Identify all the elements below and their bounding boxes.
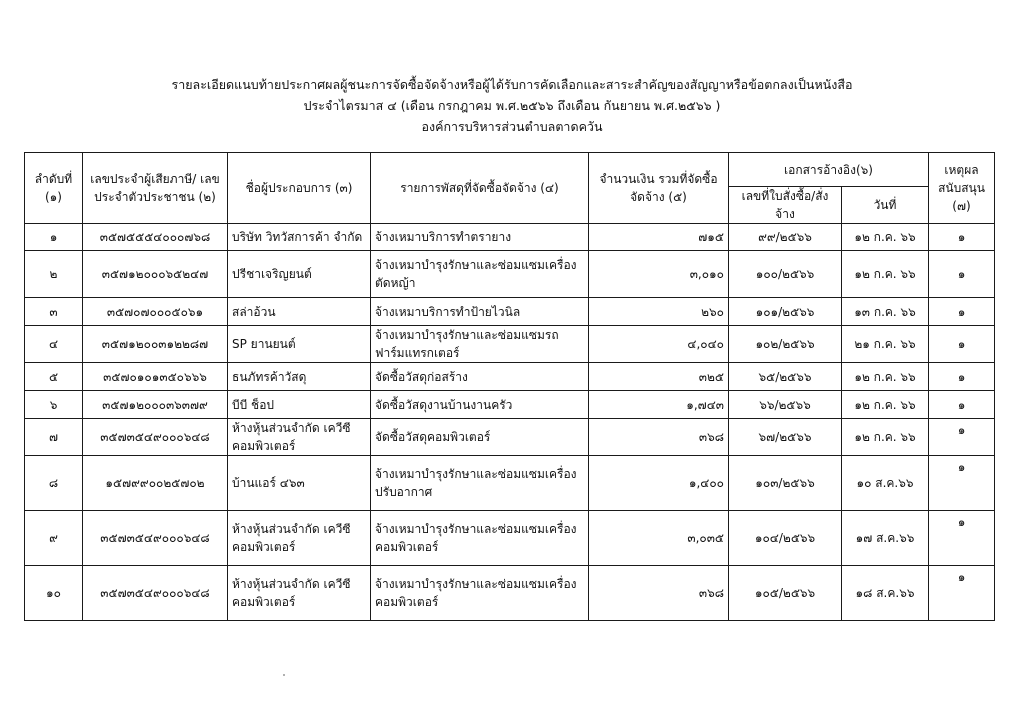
row-taxid: ๓๕๗๓๕๔๙๐๐๐๖๔๘ <box>83 511 228 566</box>
row-vendor: ห้างหุ้นส่วนจำกัด เควีซี คอมพิวเตอร์ <box>228 511 371 566</box>
row-taxid: ๓๕๗๑๒๐๐๓๑๒๒๘๗ <box>83 326 228 363</box>
row-taxid: ๓๕๗๓๕๔๙๐๐๐๖๔๘ <box>83 566 228 621</box>
row-item: จ้างเหมาบำรุงรักษาและซ่อมแซมเครื่องตัดหญ้า <box>371 251 589 298</box>
row-date: ๑๒ ก.ค. ๖๖ <box>842 419 929 456</box>
row-seq: ๒ <box>25 251 83 298</box>
row-amount: ๑,๗๔๓ <box>589 391 729 419</box>
row-seq: ๑๐ <box>25 566 83 621</box>
row-seq: ๗ <box>25 419 83 456</box>
row-reason: ๑ <box>929 391 995 419</box>
col-reason-header: เหตุผลสนับสนุน (๗) <box>929 153 995 224</box>
row-date: ๒๑ ก.ค. ๖๖ <box>842 326 929 363</box>
row-seq: ๕ <box>25 363 83 391</box>
row-docno: ๑๐๓/๒๕๖๖ <box>729 456 842 511</box>
table-row <box>25 511 995 566</box>
row-reason: ๑ <box>929 363 995 391</box>
row-docno: ๖๖/๒๕๖๖ <box>729 391 842 419</box>
row-amount: ๔,๐๔๐ <box>589 326 729 363</box>
row-item: จ้างเหมาบริการทำป้ายไวนิล <box>371 298 589 326</box>
row-taxid: ๓๕๗๑๒๐๐๐๓๖๓๗๙ <box>83 391 228 419</box>
row-item: จ้างเหมาบำรุงรักษาและซ่อมแซมรถฟาร์มแทรกเตอร์ <box>371 326 589 363</box>
row-docno: ๑๐๒/๒๕๖๖ <box>729 326 842 363</box>
row-date: ๑๓ ก.ค. ๖๖ <box>842 298 929 326</box>
row-amount: ๓๖๘ <box>589 566 729 621</box>
row-docno: ๑๐๑/๒๕๖๖ <box>729 298 842 326</box>
row-vendor: ห้างหุ้นส่วนจำกัด เควีซี คอมพิวเตอร์ <box>228 419 371 456</box>
document-header <box>0 74 1024 137</box>
row-item: จัดซื้อวัสดุคอมพิวเตอร์ <box>371 419 589 456</box>
row-date: ๑๘ ส.ค.๖๖ <box>842 566 929 621</box>
row-date: ๑๒ ก.ค. ๖๖ <box>842 391 929 419</box>
table-row <box>25 363 995 391</box>
row-seq: ๙ <box>25 511 83 566</box>
row-date: ๑๗ ส.ค.๖๖ <box>842 511 929 566</box>
row-vendor: ห้างหุ้นส่วนจำกัด เควีซี คอมพิวเตอร์ <box>228 566 371 621</box>
table-row <box>25 391 995 419</box>
row-seq: ๔ <box>25 326 83 363</box>
header-organization: องค์การบริหารส่วนตำบลตาดควัน <box>421 119 603 134</box>
col-item-header: รายการพัสดุที่จัดซื้อจัดจ้าง (๔) <box>371 153 589 224</box>
row-vendor: บ้านแอร์ ๔๖๓ <box>228 456 371 511</box>
table-row <box>25 419 995 456</box>
row-amount: ๓๒๕ <box>589 363 729 391</box>
row-seq: ๑ <box>25 224 83 251</box>
table-row <box>25 456 995 511</box>
table-row <box>25 298 995 326</box>
row-docno: ๖๕/๒๕๖๖ <box>729 363 842 391</box>
row-reason: ๑ <box>929 511 995 566</box>
col-date-header: วันที่ <box>842 187 929 224</box>
row-vendor: สล่าอ้วน <box>228 298 371 326</box>
header-quarter: ประจำไตรมาส ๔ (เดือน กรกฎาคม พ.ศ.๒๕๖๖ ถึงเดือน กันยายน พ.ศ.๒๕๖๖ ) <box>303 98 721 113</box>
row-amount: ๓,๐๑๐ <box>589 251 729 298</box>
row-item: จ้างเหมาบำรุงรักษาและซ่อมแซมเครื่องปรับอากาศ <box>371 456 589 511</box>
row-item: จ้างเหมาบริการทำตรายาง <box>371 224 589 251</box>
row-seq: ๓ <box>25 298 83 326</box>
table-row <box>25 251 995 298</box>
table-row <box>25 326 995 363</box>
row-docno: ๑๐๕/๒๕๖๖ <box>729 566 842 621</box>
row-reason: ๑ <box>929 566 995 621</box>
header-title: รายละเอียดแนบท้ายประกาศผลผู้ชนะการจัดซื้อจัดจ้างหรือผู้ได้รับการคัดเลือกและสาระสำคัญของสัญญาหรือข้อตกลงเป็นหนังสือ <box>171 77 853 92</box>
row-amount: ๗๑๕ <box>589 224 729 251</box>
row-vendor: บีบี ช็อป <box>228 391 371 419</box>
row-amount: ๓๖๘ <box>589 419 729 456</box>
row-date: ๑๒ ก.ค. ๖๖ <box>842 224 929 251</box>
row-docno: ๙๙/๒๕๖๖ <box>729 224 842 251</box>
col-amount-header: จำนวนเงิน รวมที่จัดซื้อ จัดจ้าง (๕) <box>589 153 729 224</box>
col-docno-header: เลขที่ใบสั่งซื้อ/สั่งจ้าง <box>729 187 842 224</box>
row-seq: ๘ <box>25 456 83 511</box>
col-seq-header: ลำดับที่ (๑) <box>25 153 83 224</box>
row-amount: ๑,๔๐๐ <box>589 456 729 511</box>
row-reason: ๑ <box>929 326 995 363</box>
row-vendor: SP ยานยนต์ <box>228 326 371 363</box>
row-taxid: ๓๕๗๑๒๐๐๐๖๕๒๔๗ <box>83 251 228 298</box>
row-item: จ้างเหมาบำรุงรักษาและซ่อมแซมเครื่องคอมพิวเตอร์ <box>371 566 589 621</box>
row-taxid: ๑๕๗๙๙๐๐๒๕๗๐๒ <box>83 456 228 511</box>
row-vendor: ปรีชาเจริญยนต์ <box>228 251 371 298</box>
row-docno: ๖๗/๒๕๖๖ <box>729 419 842 456</box>
row-seq: ๖ <box>25 391 83 419</box>
row-item: จัดซื้อวัสดุงานบ้านงานครัว <box>371 391 589 419</box>
table-row <box>25 566 995 621</box>
scan-speck <box>283 674 285 676</box>
row-amount: ๓,๐๓๕ <box>589 511 729 566</box>
row-reason: ๑ <box>929 298 995 326</box>
row-reason: ๑ <box>929 224 995 251</box>
row-docno: ๑๐๔/๒๕๖๖ <box>729 511 842 566</box>
row-taxid: ๓๕๗๓๕๔๙๐๐๐๖๔๘ <box>83 419 228 456</box>
row-amount: ๒๖๐ <box>589 298 729 326</box>
row-taxid: ๓๕๗๐๗๐๐๐๕๐๖๑ <box>83 298 228 326</box>
row-vendor: ธนภัทรค้าวัสดุ <box>228 363 371 391</box>
row-taxid: ๓๕๗๐๑๐๑๓๕๐๖๖๖ <box>83 363 228 391</box>
row-date: ๑๒ ก.ค. ๖๖ <box>842 251 929 298</box>
row-date: ๑๐ ส.ค.๖๖ <box>842 456 929 511</box>
row-date: ๑๒ ก.ค. ๖๖ <box>842 363 929 391</box>
row-item: จ้างเหมาบำรุงรักษาและซ่อมแซมเครื่องคอมพิวเตอร์ <box>371 511 589 566</box>
procurement-table <box>24 152 995 621</box>
row-reason: ๑ <box>929 456 995 511</box>
col-docs-header: เอกสารอ้างอิง(๖) <box>729 153 929 187</box>
row-reason: ๑ <box>929 419 995 456</box>
row-reason: ๑ <box>929 251 995 298</box>
row-taxid: ๓๕๗๕๕๕๔๐๐๐๗๖๘ <box>83 224 228 251</box>
row-item: จัดซื้อวัสดุก่อสร้าง <box>371 363 589 391</box>
row-vendor: บริษัท วิทวัสการค้า จำกัด <box>228 224 371 251</box>
col-taxid-header: เลขประจำผู้เสียภาษี/ เลขประจำตัวประชาชน (๒) <box>83 153 228 224</box>
table-row <box>25 224 995 251</box>
row-docno: ๑๐๐/๒๕๖๖ <box>729 251 842 298</box>
col-vendor-header: ชื่อผู้ประกอบการ (๓) <box>228 153 371 224</box>
